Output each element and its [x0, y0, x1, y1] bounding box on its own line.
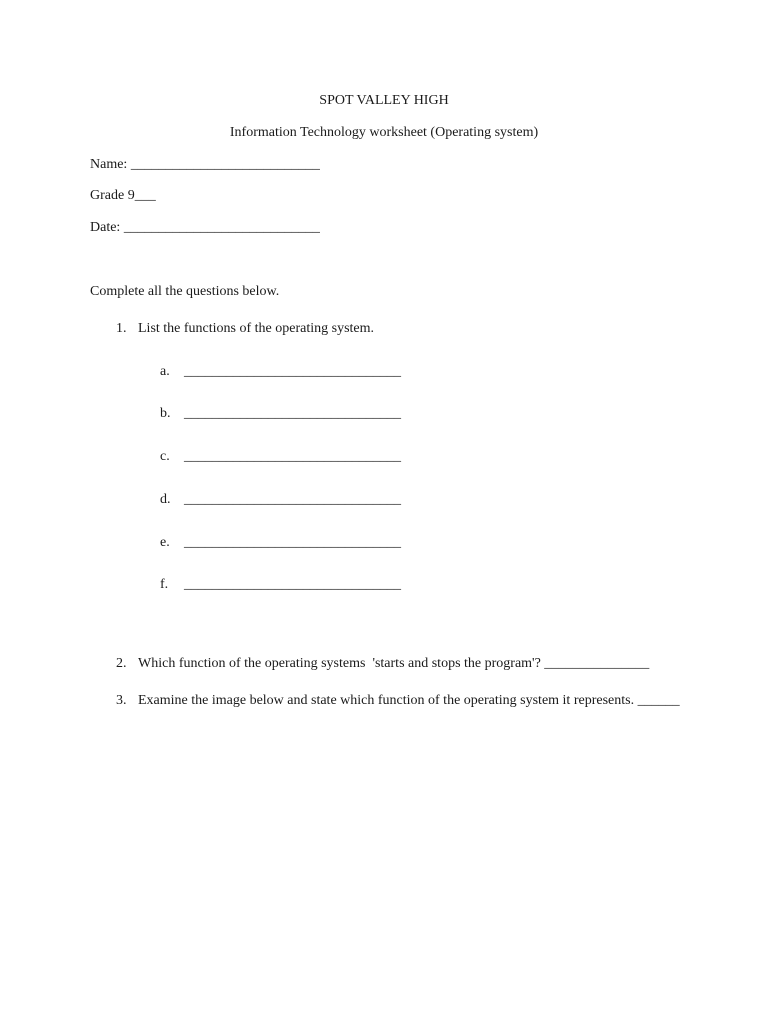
subitem-e-blank: _______________________________	[184, 535, 401, 550]
subitem-b-letter: b.	[160, 406, 171, 421]
date-field: Date: ____________________________	[90, 220, 320, 235]
grade-field: Grade 9___	[90, 188, 156, 203]
subitem-d-letter: d.	[160, 492, 171, 507]
question-1-text: List the functions of the operating system.	[138, 321, 375, 336]
question-3-number: 3.	[116, 693, 127, 708]
name-field: Name: ___________________________	[90, 157, 320, 172]
subitem-c-blank: _______________________________	[184, 449, 401, 464]
question-3-text: Examine the image below and state which function of the operating system it represents. ______	[138, 693, 680, 708]
subitem-f-blank: _______________________________	[184, 577, 401, 592]
worksheet-subtitle: Information Technology worksheet (Operating system)	[229, 125, 539, 140]
question-1-number: 1.	[116, 321, 127, 336]
subitem-a-letter: a.	[160, 364, 170, 379]
subitem-f-letter: f.	[160, 577, 169, 592]
school-title: SPOT VALLEY HIGH	[319, 93, 449, 108]
question-2-number: 2.	[116, 656, 127, 671]
subitem-e-letter: e.	[160, 535, 170, 550]
subitem-b-blank: _______________________________	[184, 406, 401, 421]
instructions-text: Complete all the questions below.	[90, 284, 280, 299]
subitem-d-blank: _______________________________	[184, 492, 401, 507]
subitem-a-blank: _______________________________	[184, 364, 401, 379]
subitem-c-letter: c.	[160, 449, 170, 464]
question-2-text: Which function of the operating systems 'starts and stops the program'? _______________	[138, 656, 650, 671]
